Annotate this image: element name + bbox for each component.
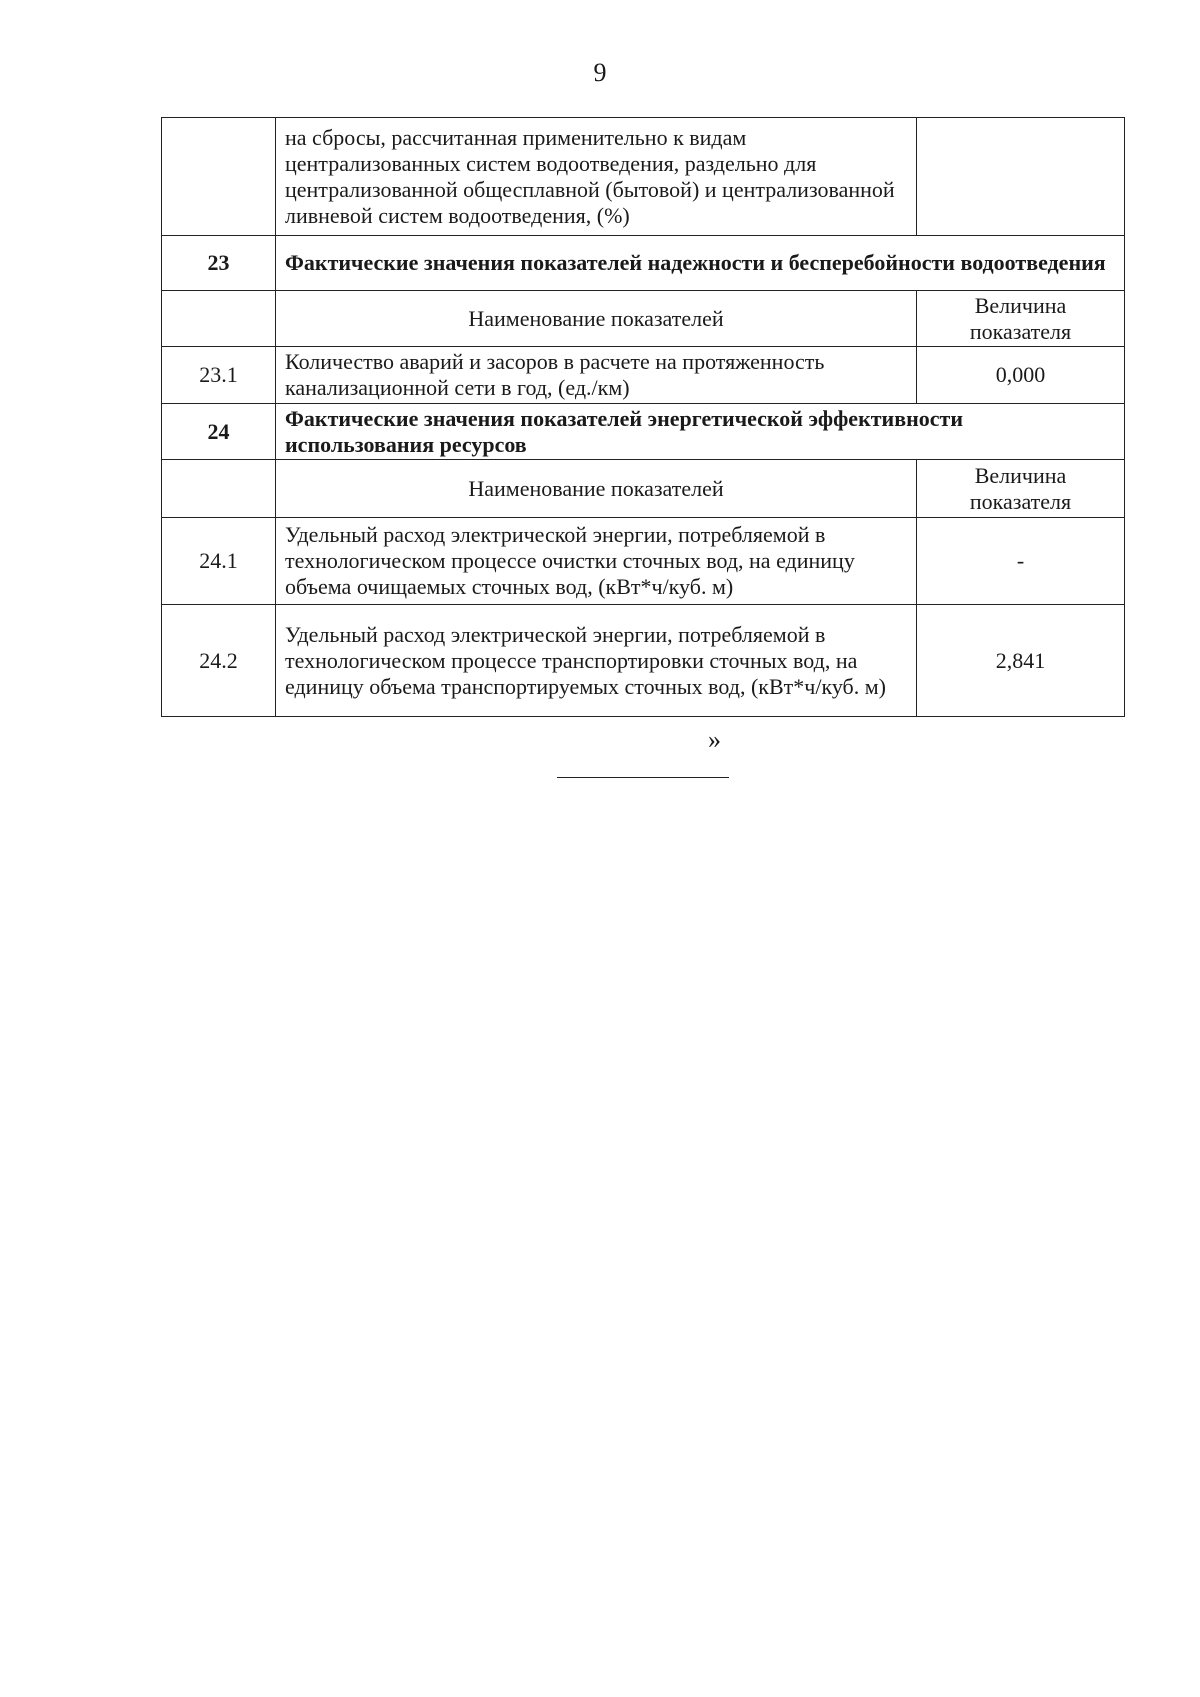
header-value-cell: Величина показателя — [917, 460, 1125, 518]
row-number-cell: 24.2 — [162, 605, 276, 717]
row-name-cell: Количество аварий и засоров в расчете на протяженность канализационной сети в год, (ед./км) — [276, 347, 917, 404]
section-24-title-row — [162, 404, 1125, 460]
section-24-header-row — [162, 460, 1125, 518]
row-number-cell: 23.1 — [162, 347, 276, 404]
continuation-text-cell: на сбросы, рассчитанная применительно к видам централизованных систем водоотведения, раздельно для централизованной общесплавной (бытовой) и централизованной ливневой систем водоотведения, (%) — [276, 118, 917, 236]
row-value-cell: 2,841 — [917, 605, 1125, 717]
table-row-24-2 — [162, 605, 1125, 717]
row-name-cell: Удельный расход электрической энергии, потребляемой в технологическом процессе транспортировки сточных вод, на единицу объема транспортируемых сточных вод, (кВт*ч/куб. м) — [276, 605, 917, 717]
value-cell — [917, 118, 1125, 236]
table-row-23-1 — [162, 347, 1125, 404]
indicators-table — [161, 117, 1125, 717]
header-value-cell: Величина показателя — [917, 291, 1125, 347]
header-name-cell: Наименование показателей — [276, 460, 917, 518]
section-23-number: 23 — [162, 236, 276, 291]
row-value-cell: 0,000 — [917, 347, 1125, 404]
section-23-title: Фактические значения показателей надежности и бесперебойности водоотведения — [276, 236, 1125, 291]
table-row-24-1 — [162, 518, 1125, 605]
header-number-cell — [162, 291, 276, 347]
page-number: 9 — [593, 58, 607, 87]
closing-quote-mark: » — [708, 725, 721, 754]
row-number-cell — [162, 118, 276, 236]
section-24-number: 24 — [162, 404, 276, 460]
row-name-cell: Удельный расход электрической энергии, потребляемой в технологическом процессе очистки сточных вод, на единицу объема очищаемых сточных вод, (кВт*ч/куб. м) — [276, 518, 917, 605]
header-number-cell — [162, 460, 276, 518]
section-24-title: Фактические значения показателей энергетической эффективности использования ресурсов — [276, 404, 1125, 460]
header-name-cell: Наименование показателей — [276, 291, 917, 347]
section-23-title-row — [162, 236, 1125, 291]
end-of-document-line — [557, 777, 729, 778]
row-number-cell: 24.1 — [162, 518, 276, 605]
row-value-cell: - — [917, 518, 1125, 605]
section-23-header-row — [162, 291, 1125, 347]
table-row-continuation — [162, 118, 1125, 236]
